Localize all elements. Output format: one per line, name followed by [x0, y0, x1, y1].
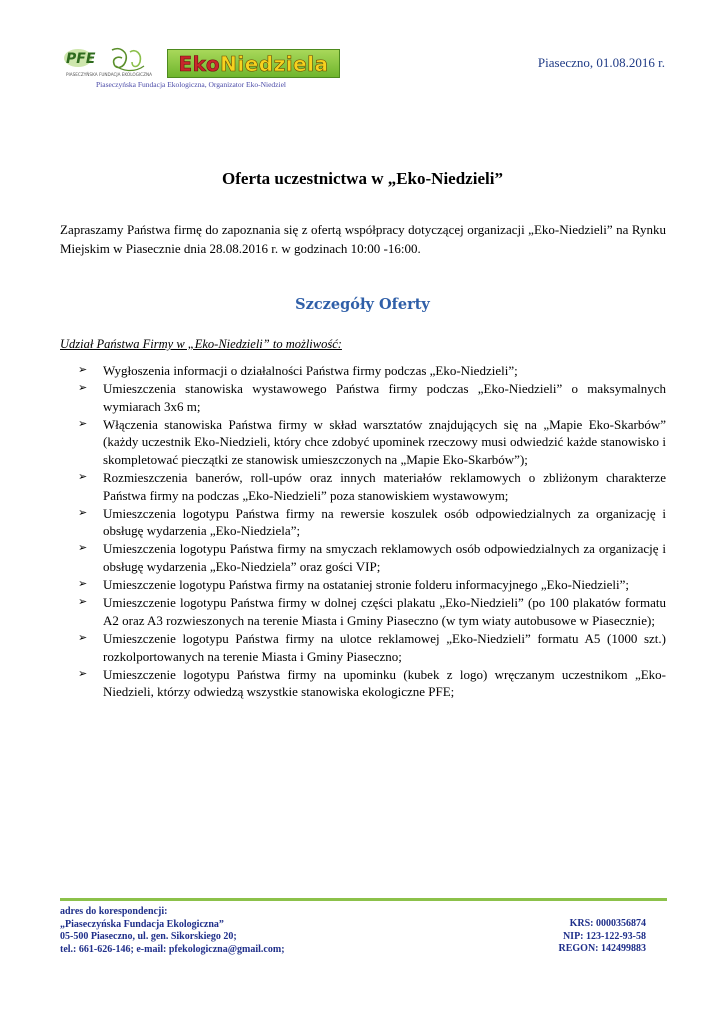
- offer-list-item: [78, 362, 666, 380]
- arrow-bullet-icon: ➢: [78, 364, 88, 376]
- offer-text: Umieszczenia logotypu Państwa firmy na smyczach reklamowych osób odpowiedzialnych za organizację i obsługę wydarzenia „Eko-Niedziela” oraz gości VIP;: [103, 541, 666, 575]
- offer-text: Umieszczenie logotypu Państwa firmy na ulotce reklamowej „Eko-Niedzieli” formatu A5 (1000 szt.) rozkolportowanych na terenie Miasta i Gminy Piaseczno;: [103, 630, 666, 664]
- arrow-bullet-icon: ➢: [78, 417, 88, 430]
- header-tagline: Piaseczyńska Fundacja Ekologiczna, Organizator Eko-Niedziel: [96, 80, 287, 89]
- offer-list-item: [78, 380, 666, 415]
- offer-list-item: [78, 505, 666, 540]
- footer-regon: REGON: 142499883: [558, 943, 646, 955]
- footer-address: [60, 906, 285, 956]
- offer-list-item: [78, 594, 666, 629]
- document-date: Piaseczno, 01.08.2016 r.: [537, 55, 665, 70]
- offer-text: Umieszczenie logotypu Państwa firmy w dolnej części plakatu „Eko-Niedzieli” (po 100 plakatów formatu A2 oraz A3 rozwieszonych na terenie Miasta i Gminy Piaseczno (w tym wiaty autobusowe w Piasecznie);: [103, 595, 666, 628]
- offer-text: Wygłoszenia informacji o działalności Państwa firmy podczas „Eko-Niedzieli”;: [103, 363, 518, 378]
- arrow-bullet-icon: ➢: [78, 578, 88, 591]
- eko-niedziela-logo-text: EkoNiedziela: [178, 51, 329, 76]
- footer-nip: NIP: 123-122-93-58: [562, 930, 646, 942]
- footer-address-line: „Piaseczyńska Fundacja Ekologiczna”: [60, 918, 224, 930]
- arrow-bullet-icon: ➢: [78, 631, 88, 644]
- footer-registry: [559, 918, 647, 956]
- arrow-bullet-icon: ➢: [78, 667, 88, 680]
- footer-address-line: tel.: 661-626-146; e-mail: pfekologiczna@gmail.com;: [60, 943, 285, 955]
- offer-list-item: [78, 540, 666, 575]
- offer-list-item: [78, 416, 666, 469]
- footer-address-line: 05-500 Piaseczno, ul. gen. Sikorskiego 20;: [60, 931, 237, 943]
- section-heading: Szczegóły Oferty: [295, 296, 430, 313]
- arrow-bullet-icon: ➢: [78, 471, 88, 484]
- footer-divider: [60, 898, 667, 901]
- arrow-bullet-icon: ➢: [78, 596, 88, 609]
- offer-text: Umieszczenie logotypu Państwa firmy na ostataniej stronie folderu informacyjnego „Eko-Niedzieli”;: [103, 577, 629, 593]
- arrow-bullet-icon: ➢: [78, 542, 88, 555]
- svg-text:PFE: PFE: [66, 51, 96, 67]
- offer-list-item: [78, 630, 666, 665]
- offer-text: Umieszczenia logotypu Państwa firmy na rewersie koszulek osób odpowiedzialnych za organizację i obsługę wydarzenia „Eko-Niedziela”;: [103, 505, 666, 539]
- footer-address-line: adres do korespondencji:: [60, 906, 168, 917]
- offer-list-item: [78, 576, 666, 594]
- intro-paragraph: Zapraszamy Państwa firmę do zapoznania się z ofertą współpracy dotyczącej organizacji „Eko-Niedzieli” na Rynku Miejskim w Piasecznie dnia 28.08.2016 r. w godzinach 10:00 -16:00.: [60, 222, 666, 256]
- offer-text: Włączenia stanowiska Państwa firmy w skład warsztatów znajdujących się na „Mapie Eko-Skarbów” (każdy uczestnik Eko-Niedzieli, który chce zdobyć upominek rzeczowy musi odwiedzić każde stanowisko i skompletować pieczątki ze stanowisk umieszczonych na „Mapie Eko-Skarbów”);: [103, 416, 666, 467]
- eko-niedziela-logo: [167, 49, 340, 78]
- document-title: Oferta uczestnictwa w „Eko-Niedzieli”: [222, 169, 503, 188]
- participation-label: Udział Państwa Firmy w „Eko-Niedzieli” to możliwość:: [60, 337, 342, 351]
- offer-text: Rozmieszczenia banerów, roll-upów oraz innych materiałów reklamowych o zbliżonym charakterze Państwa firmy na podczas „Eko-Niedzieli” poza stanowiskiem wystawowym;: [103, 470, 666, 503]
- offer-text: Umieszczenie logotypu Państwa firmy na upominku (kubek z logo) wręczanym uczestnikom „Eko-Niedzieli, którzy odwiedzą wszystkie stanowiska ekologiczne PFE;: [103, 666, 666, 700]
- pfe-logo-caption: PIASECZYŃSKA FUNDACJA EKOLOGICZNA: [66, 72, 152, 77]
- offer-text: Umieszczenia stanowiska wystawowego Państwa firmy podczas „Eko-Niedzieli” o maksymalnych wymiarach 3x6 m;: [103, 381, 666, 414]
- arrow-bullet-icon: ➢: [78, 382, 88, 395]
- offer-list-item: [78, 469, 666, 504]
- footer-krs: KRS: 0000356874: [569, 918, 646, 929]
- offer-list-item: [78, 666, 666, 701]
- offer-list: [78, 362, 666, 701]
- pfe-logo: [60, 44, 160, 80]
- arrow-bullet-icon: ➢: [78, 506, 88, 519]
